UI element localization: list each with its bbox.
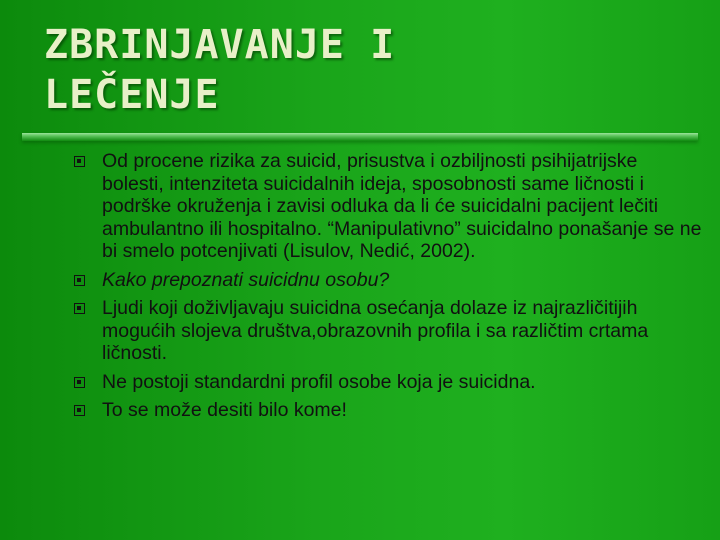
bullet-item xyxy=(74,150,702,263)
title-divider xyxy=(22,133,698,141)
square-bullet-icon xyxy=(74,275,85,286)
slide-title xyxy=(44,20,684,120)
bullet-item xyxy=(74,399,702,422)
bullet-text: To se može desiti bilo kome! xyxy=(102,399,347,421)
slide-title-line-1: ZBRINJAVANJE I xyxy=(44,22,396,68)
bullet-item xyxy=(74,269,702,292)
bullet-text: Ljudi koji doživljavaju suicidna osećanja dolaze iz najrazličitijih mogućih slojeva društva,obrazovnih profila i sa različtim crtama ličnosti. xyxy=(102,297,649,364)
square-bullet-icon xyxy=(74,303,85,314)
square-bullet-icon xyxy=(74,377,85,388)
bullet-item xyxy=(74,371,702,394)
bullet-text: Ne postoji standardni profil osobe koja je suicidna. xyxy=(102,370,536,393)
bullet-text: Kako prepoznati suicidnu osobu? xyxy=(102,268,390,291)
square-bullet-icon xyxy=(74,156,85,167)
square-bullet-icon xyxy=(74,405,85,416)
slide-title-line-2: LEČENJE xyxy=(44,72,220,118)
bullet-text: Od procene rizika za suicid, prisustva i ozbiljnosti psihijatrijske bolesti, intenziteta suicidalnih ideja, sposobnosti same ličnosti i podrške okruženja i zavisi odluka da li će suicidalni pacijent lečiti ambulantno ili hospitalno. “Manipulativno” suicidalno ponašanje se ne bi smelo potcenjivati (Lisulov, Nedić, 2002). xyxy=(102,150,702,262)
bullet-list xyxy=(74,150,702,428)
bullet-item xyxy=(74,297,702,365)
